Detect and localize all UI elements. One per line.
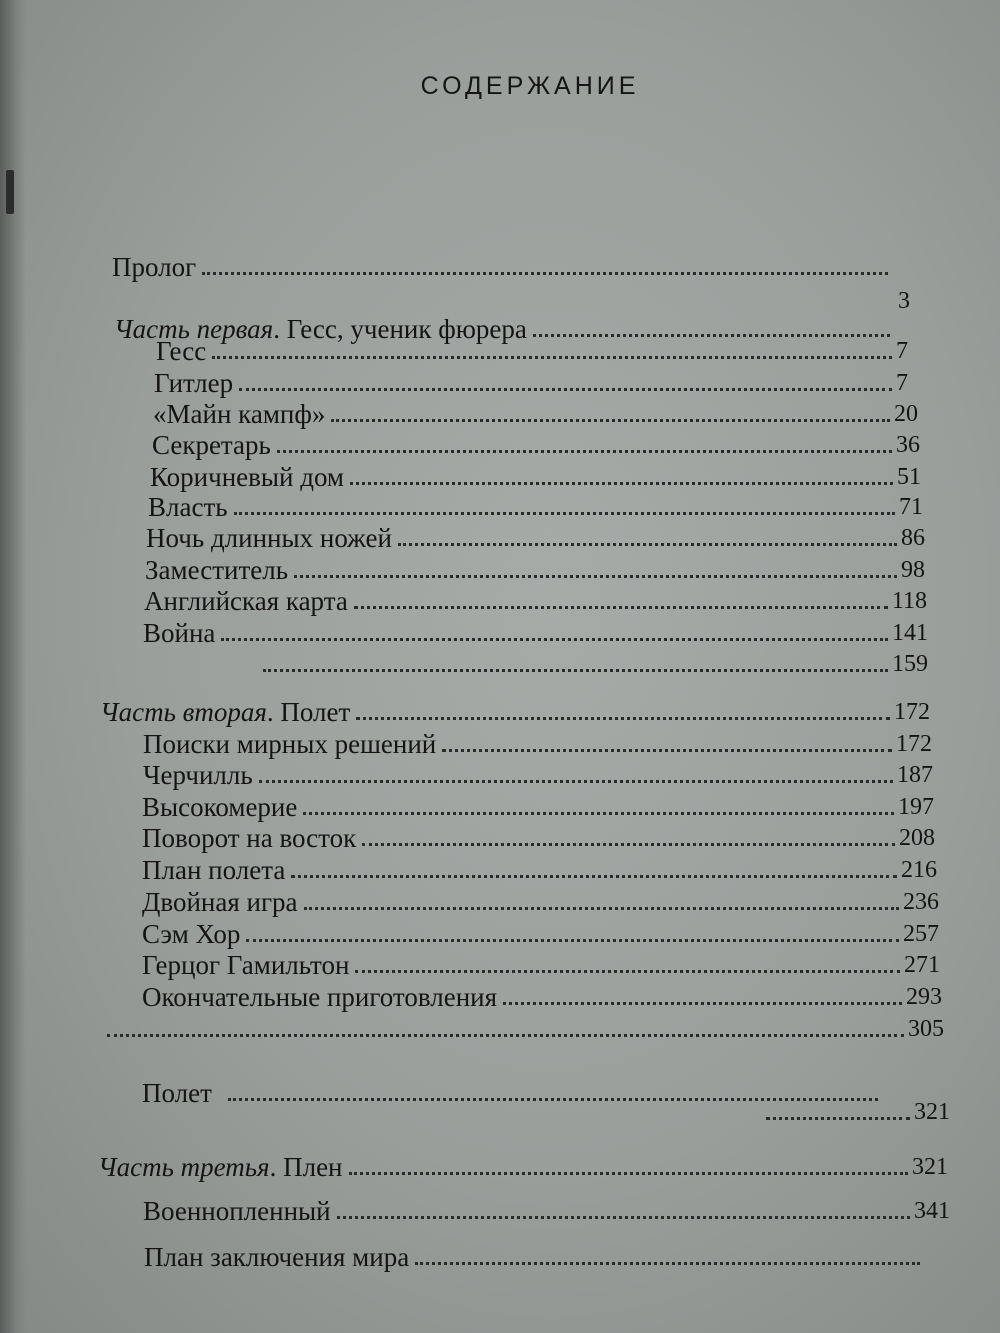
part-3-italic: Часть третья: [98, 1152, 270, 1182]
leader-dots: [291, 875, 897, 878]
toc-entry: [142, 790, 934, 824]
page-title: СОДЕРЖАНИЕ: [420, 72, 640, 100]
leader-dots: [350, 482, 893, 485]
toc-page: 293: [906, 984, 942, 1010]
toc-label: «Майн кампф»: [153, 399, 326, 429]
toc-part-2-heading: [100, 695, 930, 729]
leader-dots: [107, 1034, 904, 1037]
toc-label: Поворот на восток: [142, 823, 357, 853]
toc-entry: [142, 917, 939, 951]
leader-dots: [304, 907, 899, 910]
toc-entry: [143, 758, 933, 792]
toc-label: Черчилль: [143, 760, 253, 790]
toc-page: 321: [914, 1099, 950, 1125]
toc-label: Военнопленный: [143, 1196, 331, 1226]
leader-dots: [415, 1262, 920, 1265]
leader-dots: [202, 272, 888, 275]
leader-dots: [766, 1117, 910, 1120]
toc-entry: [145, 553, 925, 587]
leader-dots: [356, 717, 890, 720]
part-2-title: . Полет: [266, 697, 351, 727]
leader-dots: [331, 419, 890, 422]
toc-label: Пролог: [112, 252, 197, 282]
toc-entry: [153, 397, 918, 431]
part-1-italic: Часть первая: [114, 314, 274, 344]
toc-page: 216: [901, 857, 937, 883]
leader-dots: [503, 1002, 902, 1005]
toc-page: 257: [903, 921, 939, 947]
toc-label: Гитлер: [154, 368, 234, 398]
toc-entry: [142, 1012, 944, 1046]
toc-entry-filler: [143, 647, 928, 681]
leader-dots: [303, 812, 894, 815]
toc-entry: [142, 853, 937, 887]
toc-page: 7: [896, 338, 908, 364]
leader-dots: [349, 1172, 909, 1175]
toc-page: 271: [904, 952, 940, 978]
toc-page: 51: [897, 464, 921, 490]
toc-label: Окончательные приготовления: [142, 982, 498, 1012]
toc-entry: [142, 948, 940, 982]
leader-dots: [277, 450, 892, 453]
leader-dots: [212, 356, 892, 359]
leader-dots: [398, 543, 897, 546]
toc-entry-filler: [760, 1095, 950, 1129]
leader-dots: [337, 1216, 910, 1219]
toc-entry: [150, 460, 921, 494]
toc-entry: [143, 1194, 950, 1228]
toc-entry-prolog: [112, 250, 892, 284]
toc-entry: [142, 821, 935, 855]
toc-page: 187: [897, 762, 933, 788]
leader-dots: [294, 575, 897, 578]
toc-entry: [156, 334, 908, 368]
leader-dots: [221, 638, 888, 641]
toc-page-prolog: 3: [898, 288, 910, 314]
toc-page: 172: [896, 731, 932, 757]
toc-label: Коричневый дом: [150, 462, 345, 492]
toc-label: План полета: [142, 855, 286, 885]
toc-entry: [144, 584, 927, 618]
leader-dots: [362, 843, 895, 846]
toc-page: 98: [901, 557, 925, 583]
toc-label: Война: [143, 618, 216, 648]
toc-entry: [154, 366, 908, 400]
toc-label: Секретарь: [152, 430, 271, 460]
toc-page: 141: [892, 620, 928, 646]
toc-label: Власть: [148, 492, 228, 522]
toc-label: Ночь длинных ножей: [146, 523, 392, 553]
toc-label: Английская карта: [144, 586, 348, 616]
leader-dots: [239, 388, 892, 391]
part-2-italic: Часть вторая: [100, 697, 267, 727]
toc-page: 36: [896, 432, 920, 458]
leader-dots: [263, 669, 888, 672]
leader-dots: [259, 780, 893, 783]
toc-entry: [143, 616, 928, 650]
toc-entry: [148, 490, 923, 524]
leader-dots: [442, 749, 892, 752]
toc-page: 71: [899, 494, 923, 520]
toc-entry: [144, 1240, 924, 1274]
toc-entry: [143, 727, 932, 761]
toc-label: Герцог Гамильтон: [142, 950, 350, 980]
toc-page: 118: [891, 588, 927, 614]
toc-part-3-heading: [98, 1150, 948, 1184]
toc-page: 20: [894, 401, 918, 427]
leader-dots: [354, 606, 888, 609]
leader-dots: [355, 970, 900, 973]
toc-page: 341: [914, 1198, 950, 1224]
toc-page: 159: [892, 651, 928, 677]
toc-page: 208: [899, 825, 935, 851]
toc-label: Полет: [142, 1078, 212, 1108]
toc-page: 7: [896, 370, 908, 396]
part-1-title: . Гесс, ученик фюрера: [273, 314, 527, 344]
toc-label: Поиски мирных решений: [143, 729, 437, 759]
leader-dots: [246, 939, 899, 942]
part-3-title: . Плен: [269, 1152, 343, 1182]
toc-page: 197: [898, 794, 934, 820]
toc-label: Гесс: [156, 336, 207, 366]
leader-dots: [234, 512, 895, 515]
toc-entry: [146, 521, 925, 555]
toc-label: Двойная игра: [142, 887, 298, 917]
toc-page: 321: [912, 1154, 948, 1180]
toc-page: 236: [903, 889, 939, 915]
toc-entry: [142, 980, 942, 1014]
toc-entry: [152, 428, 920, 462]
toc-page: 172: [894, 699, 930, 725]
toc-page: 305: [908, 1016, 944, 1042]
toc-label: Высокомерие: [142, 792, 298, 822]
toc-page: 86: [901, 525, 925, 551]
toc-label: План заключения мира: [144, 1242, 410, 1272]
toc-entry: [142, 885, 939, 919]
toc-label: Сэм Хор: [142, 919, 241, 949]
toc-label: Заместитель: [145, 555, 289, 585]
